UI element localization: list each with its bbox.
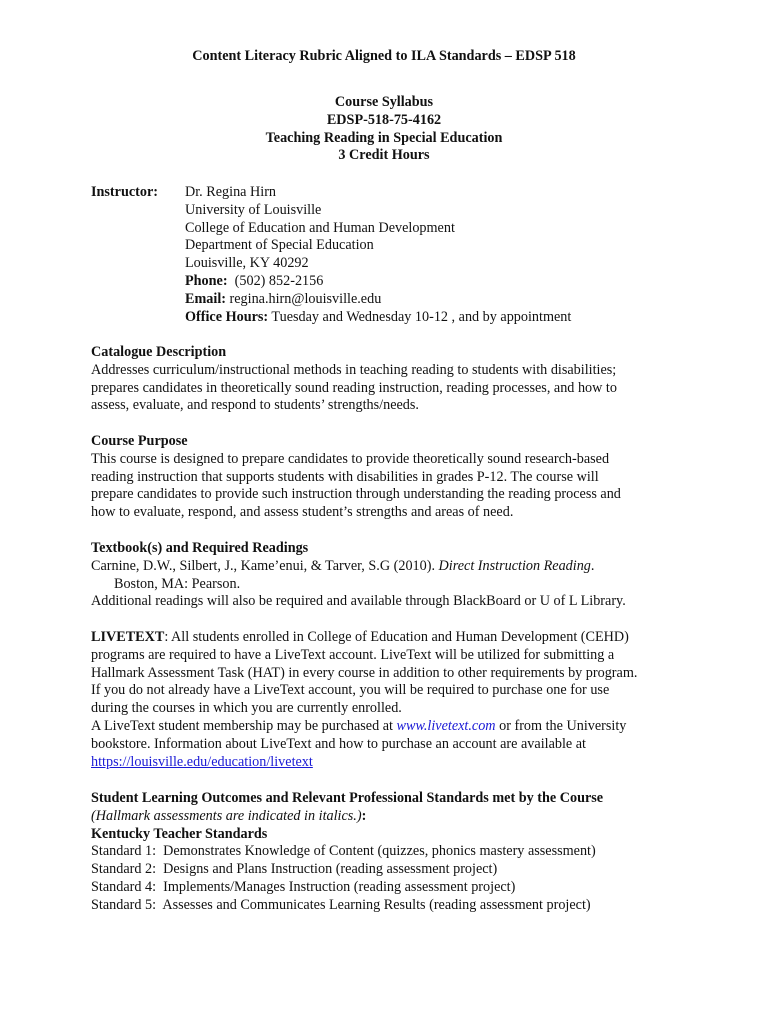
catalogue-line: prepares candidates in theoretically sound reading instruction, reading processes, and how to xyxy=(91,379,617,396)
standard-item: Standard 2: Designs and Plans Instruction (reading assessment project) xyxy=(91,861,498,878)
textbook-citation xyxy=(91,558,691,576)
livetext-section xyxy=(91,629,691,771)
standard-item: Standard 5: Assesses and Communicates Learning Results (reading assessment project) xyxy=(91,896,591,913)
course-header xyxy=(0,94,768,165)
email-value: regina.hirn@louisville.edu xyxy=(225,290,382,307)
course-name: Teaching Reading in Special Education xyxy=(265,129,503,146)
standard-item: Standard 1: Demonstrates Knowledge of Content (quizzes, phonics mastery assessment) xyxy=(91,843,596,860)
instructor-name: Dr. Regina Hirn xyxy=(185,184,277,200)
purpose-line: reading instruction that supports students with disabilities in grades P-12. The course will xyxy=(91,468,599,485)
standard-item: Standard 4: Implements/Manages Instruction (reading assessment project) xyxy=(91,878,516,895)
instructor-city: Louisville, KY 40292 xyxy=(185,255,309,272)
livetext-info-link[interactable]: https://louisville.edu/education/livetext xyxy=(91,753,313,770)
livetext-line: programs are required to have a LiveText account. LiveText will be utilized for submitting a xyxy=(91,646,615,663)
livetext-text: : All students enrolled in College of Education and Human Development (CEHD) xyxy=(164,629,629,645)
instructor-label: Instructor: xyxy=(91,184,158,200)
course-credits: 3 Credit Hours xyxy=(338,147,430,164)
citation-authors: Carnine, D.W., Silbert, J., Kame’enui, & Tarver, S.G (2010). xyxy=(91,557,439,574)
instructor-email xyxy=(185,291,571,309)
purpose-line: prepare candidates to provide such instruction through understanding the reading process and xyxy=(91,486,621,503)
course-syllabus-label: Course Syllabus xyxy=(334,94,434,110)
textbooks-heading: Textbook(s) and Required Readings xyxy=(91,540,309,556)
instructor-university: University of Louisville xyxy=(185,201,322,218)
catalogue-section xyxy=(91,344,691,415)
catalogue-heading: Catalogue Description xyxy=(91,344,227,360)
phone-value: (502) 852-2156 xyxy=(227,272,324,289)
kts-heading: Kentucky Teacher Standards xyxy=(91,825,268,842)
additional-readings: Additional readings will also be required and available through BlackBoard or U of L Library. xyxy=(91,593,626,610)
livetext-url-line xyxy=(91,754,691,772)
email-label: Email: xyxy=(185,290,226,307)
instructor-office-hours xyxy=(185,309,571,327)
livetext-website-link[interactable]: www.livetext.com xyxy=(396,717,496,734)
phone-label: Phone: xyxy=(185,272,228,289)
citation-end: . xyxy=(590,557,595,574)
purpose-line: how to evaluate, respond, and assess student’s strengths and areas of need. xyxy=(91,504,514,521)
instructor-phone xyxy=(185,273,571,291)
membership-text: A LiveText student membership may be purchased at xyxy=(91,717,397,734)
citation-title: Direct Instruction Reading xyxy=(438,557,591,574)
livetext-line: If you do not already have a LiveText account, you will be required to purchase one for use xyxy=(91,682,610,699)
office-hours-label: Office Hours: xyxy=(185,308,269,325)
livetext-line xyxy=(91,629,691,647)
course-code: EDSP-518-75-4162 xyxy=(326,111,442,128)
livetext-line: bookstore. Information about LiveText and how to purchase an account are available at xyxy=(91,735,586,752)
office-hours-value: Tuesday and Wednesday 10-12 , and by appointment xyxy=(268,308,572,325)
livetext-line: Hallmark Assessment Task (HAT) in every course in addition to other requirements by program. xyxy=(91,664,638,681)
membership-text-end: or from the University xyxy=(495,717,627,734)
citation-publisher: Boston, MA: Pearson. xyxy=(114,575,241,592)
catalogue-line: assess, evaluate, and respond to students’ strengths/needs. xyxy=(91,397,419,414)
outcomes-section xyxy=(91,790,691,915)
textbooks-section xyxy=(91,540,691,611)
instructor-college: College of Education and Human Development xyxy=(185,219,455,236)
outcomes-heading: Student Learning Outcomes and Relevant Professional Standards met by the Course xyxy=(91,790,604,806)
instructor-department: Department of Special Education xyxy=(185,237,374,254)
document-title: Content Literacy Rubric Aligned to ILA Standards – EDSP 518 xyxy=(192,48,576,64)
purpose-heading: Course Purpose xyxy=(91,433,188,449)
instructor-details xyxy=(185,184,571,326)
livetext-line: during the courses in which you are currently enrolled. xyxy=(91,700,402,717)
outcomes-note xyxy=(91,808,691,826)
livetext-membership-line xyxy=(91,718,691,736)
purpose-line: This course is designed to prepare candidates to provide theoretically sound research-based xyxy=(91,450,610,467)
livetext-label: LIVETEXT xyxy=(91,629,165,645)
purpose-section xyxy=(91,433,691,522)
hallmark-note: (Hallmark assessments are indicated in italics.) xyxy=(91,807,362,824)
catalogue-line: Addresses curriculum/instructional methods in teaching reading to students with disabilities; xyxy=(91,361,617,378)
note-colon: : xyxy=(361,807,367,824)
